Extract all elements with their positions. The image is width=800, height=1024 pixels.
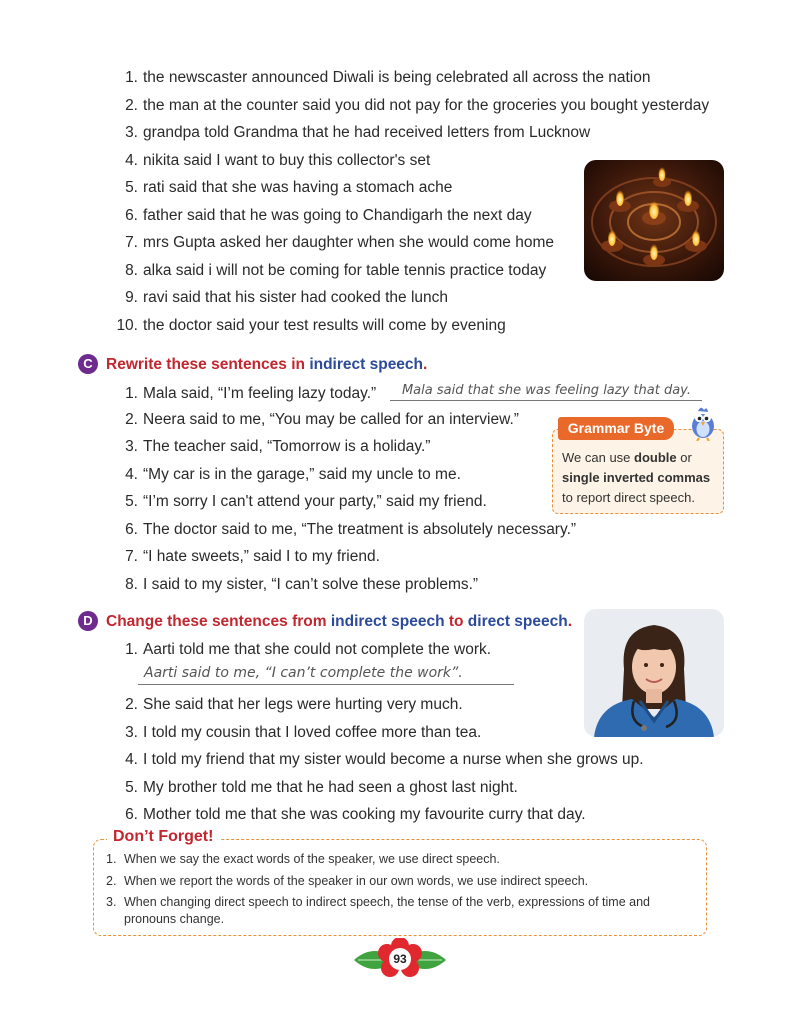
bird-icon: [686, 405, 720, 441]
section-d-heading: D Change these sentences from indirect speech to direct speech.: [78, 611, 572, 633]
sentence-list-d: [108, 694, 644, 832]
list-item: 1. Aarti told me that she could not complete the work.: [125, 641, 492, 658]
list-item: 8. I said to my sister, “I can’t solve these problems.”: [125, 575, 479, 593]
dont-forget-list: [106, 850, 696, 931]
grammar-byte-title: Grammar Byte: [558, 417, 674, 440]
list-item: 3. The teacher said, “Tomorrow is a holiday.”: [125, 438, 431, 455]
list-item: 10. the doctor said your test results will come by evening: [116, 316, 506, 334]
list-item: 8. alka said i will not be coming for table tennis practice today: [125, 261, 547, 279]
diya-lamps-photo: [584, 160, 724, 281]
handwritten-answer: Aarti said to me, “I can’t complete the work”.: [144, 665, 463, 681]
page-number-badge: [352, 938, 448, 980]
answer-line: [138, 664, 514, 685]
list-item: 9. ravi said that his sister had cooked the lunch: [125, 289, 449, 306]
list-item: 5. “I’m sorry I can't attend your party,” said my friend.: [125, 493, 487, 510]
list-item: 6. The doctor said to me, “The treatment is absolutely necessary.”: [125, 520, 577, 538]
list-item: 3. grandpa told Grandma that he had received letters from Lucknow: [125, 124, 591, 141]
section-c-heading: C Rewrite these sentences in indirect speech.: [78, 354, 427, 376]
list-item: 2. Neera said to me, “You may be called for an interview.”: [125, 410, 519, 428]
section-badge-c: C: [78, 354, 98, 374]
list-item: 2. the man at the counter said you did not pay for the groceries you bought yesterday: [125, 96, 710, 114]
list-item: 6. Mother told me that she was cooking my favourite curry that day.: [125, 806, 586, 823]
list-item: 4. I told my friend that my sister would become a nurse when she grows up.: [125, 751, 644, 768]
dont-forget-title: Don’t Forget!: [107, 828, 219, 846]
list-item: 1. When we say the exact words of the speaker, we use direct speech.: [106, 852, 500, 866]
sentence-list-d-first: [108, 639, 491, 667]
list-item: 1. Mala said, “I’m feeling lazy today.” Mala said that she was feeling lazy that day.: [108, 381, 702, 409]
list-item: 2. When we report the words of the speaker in our own words, we use indirect speech.: [106, 874, 589, 888]
list-item: 5. rati said that she was having a stomach ache: [125, 179, 453, 196]
list-item: 3. When changing direct speech to indirect speech, the tense of the verb, expressions of time and pronouns change.: [106, 895, 651, 926]
answer-line: [390, 381, 702, 401]
grammar-byte-text: We can use double or single inverted commas to report direct speech.: [562, 450, 711, 505]
list-item: 7. “I hate sweets,” said I to my friend.: [125, 548, 380, 565]
list-item: 7. mrs Gupta asked her daughter when she would come home: [125, 234, 554, 251]
list-item: 3. I told my cousin that I loved coffee more than tea.: [125, 723, 482, 741]
list-item: 4. nikita said I want to buy this collector's set: [125, 151, 431, 169]
list-item: 5. My brother told me that he had seen a ghost last night.: [125, 778, 518, 796]
nurse-photo: [584, 609, 724, 737]
list-item: 1. the newscaster announced Diwali is being celebrated all across the nation: [125, 69, 651, 86]
page-number: 93: [393, 952, 407, 966]
section-badge-d: D: [78, 611, 98, 631]
list-item: 2. She said that her legs were hurting very much.: [125, 696, 463, 713]
list-item: 6. father said that he was going to Chandigarh the next day: [125, 206, 532, 224]
handwritten-answer: Mala said that she was feeling lazy that day.: [401, 383, 691, 398]
list-item: 4. “My car is in the garage,” said my uncle to me.: [125, 465, 461, 483]
